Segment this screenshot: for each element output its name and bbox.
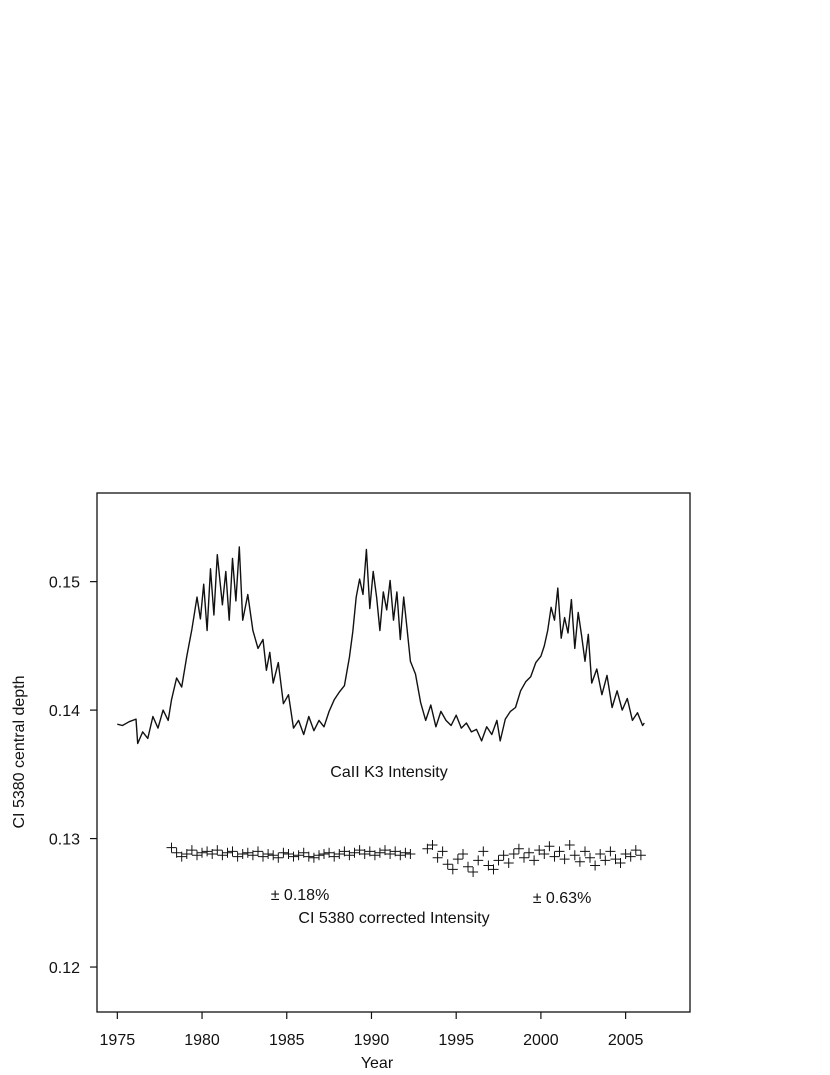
ci5380-point (319, 849, 329, 859)
x-tick-label: 1980 (184, 1032, 220, 1049)
ci5380-point (268, 850, 278, 860)
k3-series (117, 547, 644, 744)
ci5380-point (217, 850, 227, 860)
ci5380-point (375, 848, 385, 858)
ci5380-point (550, 852, 560, 862)
ci5380-point (631, 845, 641, 855)
ci5380-point (309, 853, 319, 863)
ci5380-point (621, 849, 631, 859)
y-tick-label: 0.15 (48, 574, 80, 592)
y-axis-label: CI 5380 central depth (11, 675, 28, 829)
ci5380-point (243, 848, 253, 858)
ci5380-point (504, 858, 514, 868)
ci5380-point (197, 848, 207, 858)
ci5380-point (258, 852, 268, 862)
y-axis (49, 575, 97, 977)
ci5380-point (575, 857, 585, 867)
ci5380-point (626, 852, 636, 862)
x-tick-label: 1975 (99, 1032, 136, 1049)
ci5380-point (448, 864, 458, 874)
x-tick-label: 1985 (268, 1032, 305, 1049)
ci5380-point (228, 846, 238, 856)
ci5380-point (636, 850, 646, 860)
y-tick-label: 0.13 (48, 831, 80, 849)
ci5380-point (565, 840, 575, 850)
ci5380-point (334, 849, 344, 859)
ci5380-point (314, 850, 324, 860)
ci5380-point (263, 849, 273, 859)
ci5380-point (468, 867, 478, 877)
x-axis (100, 1012, 644, 1049)
y-tick-label: 0.14 (48, 703, 80, 721)
ci5380-point (273, 853, 283, 863)
x-tick-label: 2005 (607, 1032, 644, 1049)
x-axis-label: Year (360, 1055, 394, 1072)
ci5380-point (473, 855, 483, 865)
ci5380-point (463, 862, 473, 872)
ci5380-point (519, 853, 529, 863)
ci5380-point (400, 848, 410, 858)
ci5380-point (438, 846, 448, 856)
annotation-ci5380-label: CI 5380 corrected Intensity (298, 910, 490, 927)
ci5380-point (192, 850, 202, 860)
ci5380-point (289, 852, 299, 862)
ci5380-point (509, 849, 519, 859)
ci5380-point (544, 841, 554, 851)
y-tick-label: 0.12 (48, 960, 80, 978)
ci5380-point (499, 850, 509, 860)
annotation-spread-right: ± 0.63% (532, 890, 592, 907)
ci5380-point (284, 849, 294, 859)
ci5380-point (233, 852, 243, 862)
ci5380-point (278, 848, 288, 858)
ci5380-point (453, 854, 463, 864)
ci5380-point (524, 848, 534, 858)
ci5380-point (350, 848, 360, 858)
ci5380-point (433, 853, 443, 863)
annotation-spread-left: ± 0.18% (270, 887, 330, 904)
k3-intensity-line (117, 547, 644, 744)
ci5380-point (600, 855, 610, 865)
x-tick-label: 2000 (523, 1032, 559, 1049)
ci5380-series (167, 840, 646, 877)
ci5380-point (585, 853, 595, 863)
ci5380-point (167, 843, 177, 853)
ci5380-point (560, 854, 570, 864)
ci5380-point (223, 848, 233, 858)
ci5380-point (570, 850, 580, 860)
ci5380-point (529, 855, 539, 865)
ci5380-point (478, 846, 488, 856)
ci5380-point (238, 849, 248, 859)
ci5380-point (443, 859, 453, 869)
ci5380-point (605, 846, 615, 856)
annotation-k3-label: CaII K3 Intensity (330, 764, 448, 781)
ci5380-point (595, 849, 605, 859)
x-tick-label: 1990 (353, 1032, 390, 1049)
ci5380-point (555, 846, 565, 856)
ci5380-point (294, 850, 304, 860)
ci5380-point (514, 844, 524, 854)
ci5380-point (202, 846, 212, 856)
ci5380-point (590, 861, 600, 871)
plot-frame (97, 493, 690, 1012)
x-tick-label: 1995 (438, 1032, 474, 1049)
ci5380-point (405, 849, 415, 859)
ci5380-point (580, 846, 590, 856)
ci5380-point (494, 855, 504, 865)
ci5380-point (458, 849, 468, 859)
